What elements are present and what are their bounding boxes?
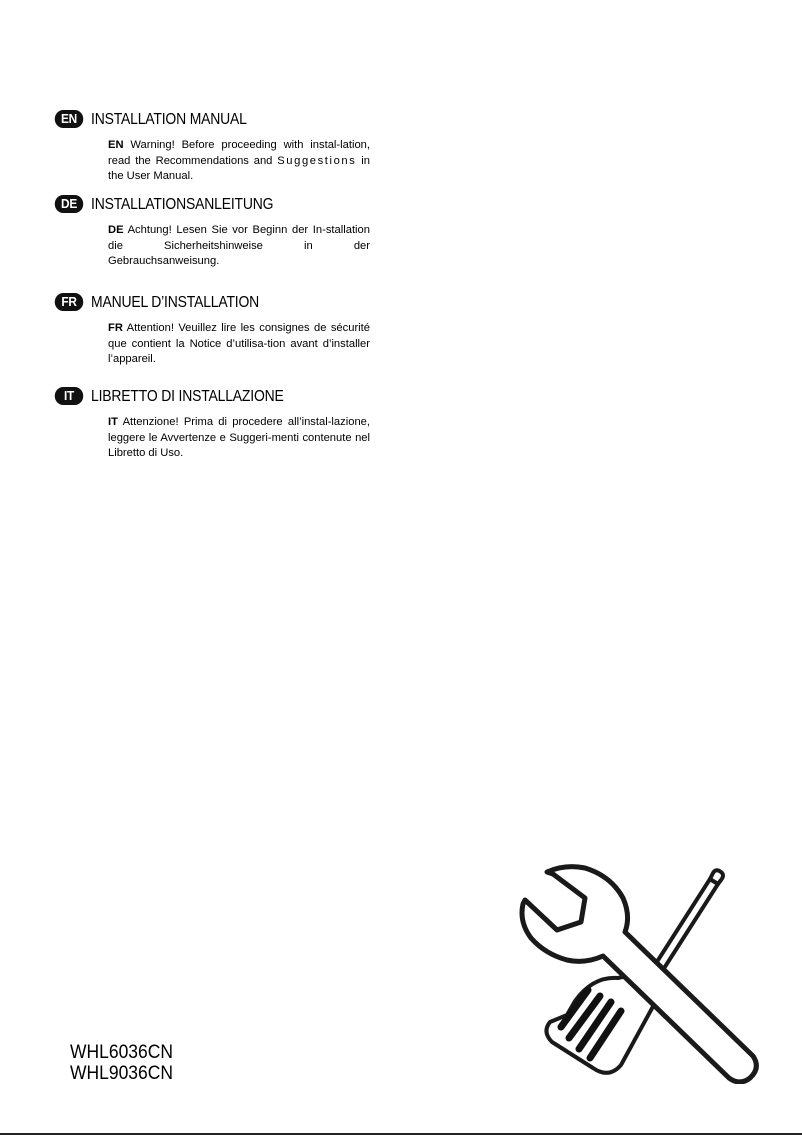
page-bottom-rule — [0, 1133, 802, 1135]
language-badge-fr: FR — [55, 293, 84, 311]
language-badge-de: DE — [55, 195, 84, 213]
warning-paragraph — [108, 321, 370, 368]
section-header — [54, 110, 384, 132]
wrench-screwdriver-icon — [505, 860, 767, 1084]
warning-paragraph — [108, 415, 370, 462]
section-title: INSTALLATION MANUAL — [91, 111, 247, 128]
section-header — [54, 293, 384, 315]
paragraph-text: Achtung! Lesen Sie vor Beginn der In-stallation die Sicherheitshinweise in der Gebrauchsanweisung. — [108, 224, 370, 267]
language-badge-it: IT — [55, 387, 84, 405]
language-badge-en: EN — [55, 110, 84, 128]
language-lead: EN — [108, 139, 124, 151]
paragraph-text-spaced: Suggestions — [277, 154, 357, 167]
language-lead: FR — [108, 322, 123, 334]
model-numbers — [70, 1042, 173, 1084]
paragraph-text-end: in the User Manual. — [108, 154, 370, 182]
paragraph-text: Warning! Before proceeding with instal-lation, read the Recommendations and — [108, 139, 370, 167]
section-header — [54, 195, 384, 217]
section-title: LIBRETTO DI INSTALLAZIONE — [91, 388, 284, 405]
paragraph-text: Attention! Veuillez lire les consignes de sécurité que contient la Notice d’utilisa-tion avant d’installer l’appareil. — [108, 322, 370, 365]
warning-paragraph — [108, 223, 370, 270]
model-number: WHL6036CN — [70, 1042, 173, 1063]
section-de — [54, 195, 384, 270]
section-title: MANUEL D’INSTALLATION — [91, 294, 260, 311]
wrench-outline — [522, 867, 756, 1082]
section-header — [54, 387, 384, 409]
section-it — [54, 387, 384, 462]
model-number: WHL9036CN — [70, 1063, 173, 1084]
warning-paragraph — [108, 138, 370, 185]
language-lead: IT — [108, 416, 118, 428]
language-lead: DE — [108, 224, 124, 236]
section-fr — [54, 293, 384, 368]
screwdriver-shaft — [653, 870, 723, 973]
section-title: INSTALLATIONSANLEITUNG — [91, 196, 274, 213]
section-en — [54, 110, 384, 185]
paragraph-text: Attenzione! Prima di procedere all’instal-lazione, leggere le Avvertenze e Suggeri-menti contenute nel Libretto di Uso. — [108, 416, 370, 459]
